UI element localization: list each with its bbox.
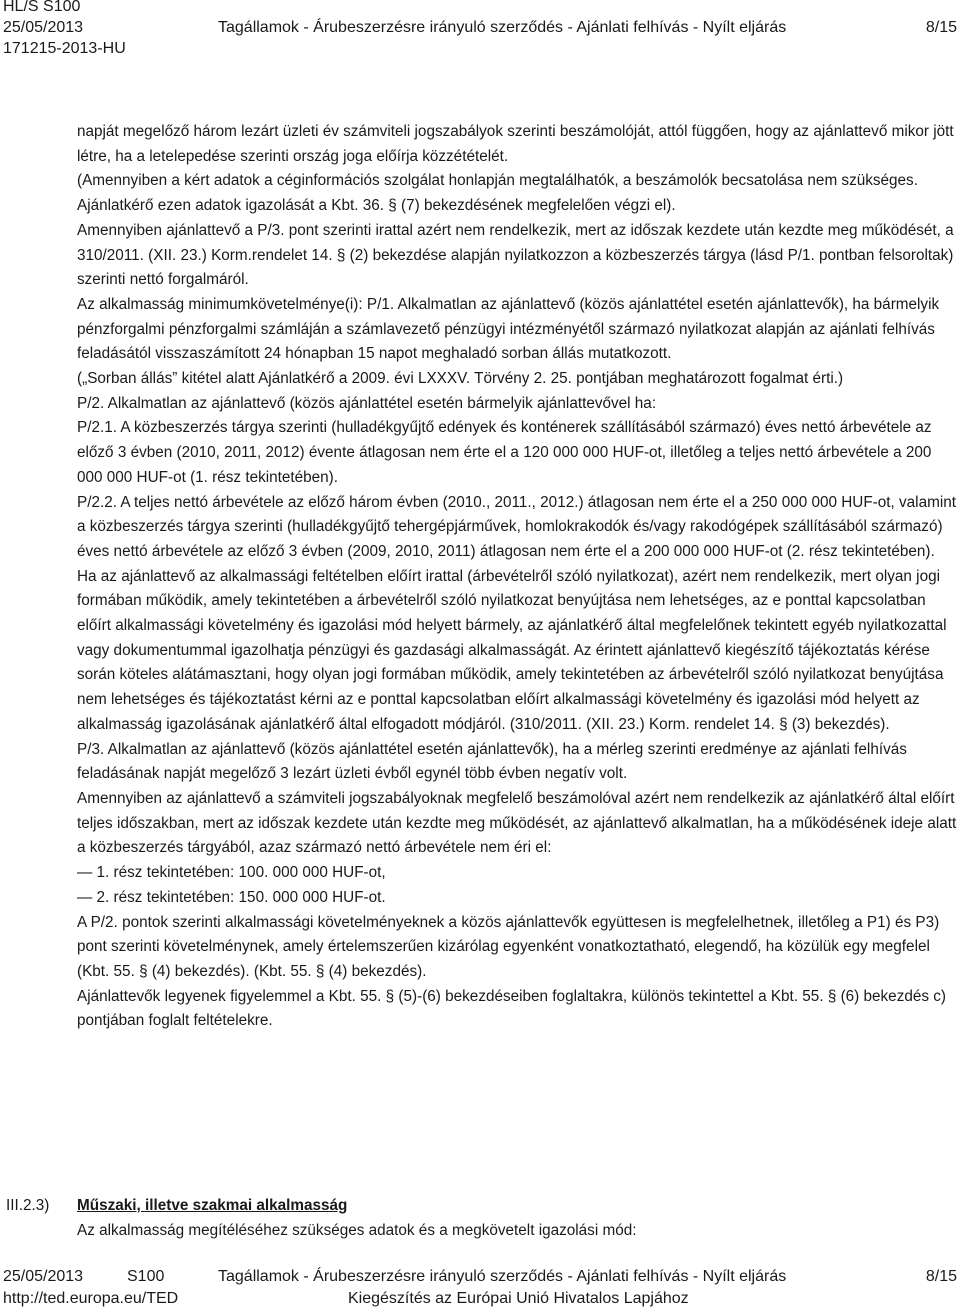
footer-page-number: 8/15 [925,1268,957,1285]
body-paragraph: napját megelőző három lezárt üzleti év számviteli jogszabályok szerinti beszámolóját, attól függően, hogy az ajánlattevő mikor jött létre, ha a letelepedése szerinti ország joga előírja közzétételét. [77,123,954,165]
body-paragraph: P/3. Alkalmatlan az ajánlattevő (közös ajánlattétel esetén ajánlattevők), ha a mérleg szerinti eredménye az ajánlati felhívás feladásának napját megelőző 3 lezárt üzleti évből egynél több évben negatív volt. [77,740,907,783]
body-paragraph: Ajánlattevők legyenek figyelemmel a Kbt. 55. § (5)-(6) bekezdéseiben foglaltakra, különös tekintettel a Kbt. 55. § (6) bekezdés c) pontjában foglalt feltételekre. [77,987,946,1030]
body-paragraph: P/2. Alkalmatlan az ajánlattevő (közös ajánlattétel esetén bármelyik ajánlattevővel ha: [77,394,657,412]
section-title: Műszaki, illetve szakmai alkalmasság [77,1197,348,1214]
section-subtitle: Az alkalmasság megítéléséhez szükséges adatok és a megkövetelt igazolási mód: [77,1221,637,1239]
section-heading [77,1194,957,1243]
header-notice-number: 171215-2013-HU [3,40,126,57]
body-paragraph: A P/2. pontok szerinti alkalmassági követelményeknek a közös ajánlattevők együttesen is megfelelhetnek, illetőleg a P1) és P3) pont szerinti követelménynek, amely értelemszerűen kizárólag egyenként vonatkoztatható, elegendő, ha közülük egy megfelel (Kbt. 55. § (4) bekezdés). (Kbt. 55. § (4) bekezdés). [77,913,940,980]
body-paragraph: Az alkalmasság minimumkövetelménye(i): P/1. Alkalmatlan az ajánlattevő (közös ajánlattétel esetén ajánlattevők), ha bármelyik pénzforgalmi pénzforgalmi számláján a számlavezető pénzügyi intézményétől származó nyilatkozat alapján az ajánlati felhívás feladásától visszaszámított 24 hónapban 15 napot meghaladó sorban állás mutatkozott. [77,295,940,363]
body-paragraph: P/2.2. A teljes nettó árbevétele az előző három évben (2010., 2011., 2012.) átlagosan nem érte el a 250 000 000 HUF-ot, valamint a közbeszerzés tárgya szerinti (hulladékgyűjtő tehergépjárművek, homlokrakodók és/vagy rakodógépek szállításából származó) éves nettó árbevétele az előző 3 évben (2009, 2010, 2011) átlagosan nem érte el a 200 000 000 HUF-ot (2. rész tekintetében). [77,493,956,560]
footer-url-link[interactable]: http://ted.europa.eu/TED [3,1290,179,1307]
document-body [77,120,957,1034]
header-doc-id: HL/S S100 [3,0,81,15]
section-number: III.2.3) [6,1197,50,1214]
body-paragraph: Amennyiben az ajánlattevő a számviteli jogszabályoknak megfelelő beszámolóval azért nem rendelkezik az ajánlatkérő által előírt teljes időszakban, mert az időszak kezdete után kezdte meg működését, az ajánlattevő alkalmatlan, ha a működésének ideje alatt a közbeszerzés tárgyából, azaz származó nettó árbevétele nem éri el: [77,789,957,857]
body-paragraph: Amennyiben ajánlattevő a P/3. pont szerinti irattal azért nem rendelkezik, mert az időszak kezdete után kezdte meg működését, a 310/2011. (XII. 23.) Korm.rendelet 14. § (2) bekezdése alapján nyilatkozzon a közbeszerzés tárgya (lásd P/1. pontban felsoroltak) szerinti nettó forgalmáról. [77,221,954,289]
body-paragraph: P/2.1. A közbeszerzés tárgya szerinti (hulladékgyűjtő edények és konténerek szállításából származó) éves nettó árbevétele az előző 3 évben (2010, 2011, 2012) évente átlagosan nem érte el a 120 000 000 HUF-ot, illetőleg a teljes nettó árbevétele a 200 000 000 HUF-ot (1. rész tekintetében). [77,419,932,486]
footer-publisher: Kiegészítés az Európai Unió Hivatalos Lapjához [348,1290,689,1307]
page-footer [3,1266,957,1310]
dash-list-item: — 1. rész tekintetében: 100. 000 000 HUF-ot, [77,864,386,882]
body-paragraph: (Amennyiben a kért adatok a céginformációs szolgálat honlapján megtalálhatók, a beszámolók becsatolása nem szükséges. Ajánlatkérő ezen adatok igazolását a Kbt. 36. § (7) bekezdésének megfelelően végzi el). [77,172,918,215]
header-title: Tagállamok - Árubeszerzésre irányuló szerződés - Ajánlati felhívás - Nyílt eljárás [218,19,787,36]
page-header [3,0,957,59]
footer-series: S100 [127,1268,165,1285]
footer-title: Tagállamok - Árubeszerzésre irányuló szerződés - Ajánlati felhívás - Nyílt eljárás [218,1268,787,1285]
dash-list-item: — 2. rész tekintetében: 150. 000 000 HUF-ot. [77,888,386,906]
footer-date: 25/05/2013 [3,1268,84,1285]
header-date: 25/05/2013 [3,19,84,36]
body-paragraph: („Sorban állás” kitétel alatt Ajánlatkérő a 2009. évi LXXXV. Törvény 2. 25. pontjában meghatározott fogalmat érti.) [77,370,844,388]
header-page-number: 8/15 [925,19,957,36]
body-paragraph: Ha az ajánlattevő az alkalmassági feltételben előírt irattal (árbevételről szóló nyilatkozat), azért nem rendelkezik, mert olyan jogi formában működik, amely tekintetében a árbevételről szóló nyilatkozat benyújtása nem lehetséges, az e ponttal kapcsolatban előírt alkalmassági követelmény és igazolási mód helyett bármely, az ajánlatkérő által megfelelőnek tekintett egyéb nyilatkozattal vagy dokumentummal igazolhatja pénzügyi és gazdasági alkalmasságát. Az érintett ajánlattevő kiegészítő tájékoztatás kérése során köteles alátámasztani, hogy olyan jogi formában működik, amely tekintetében az árbevételről szóló nyilatkozat benyújtása nem lehetséges és tájékoztatást kérni az e ponttal kapcsolatban előírt alkalmassági követelmény és igazolási mód helyett az alkalmasság igazolásának ajánlatkérő által elfogadott módjáról. (310/2011. (XII. 23.) Korm. rendelet 14. § (3) bekezdés). [77,567,947,733]
